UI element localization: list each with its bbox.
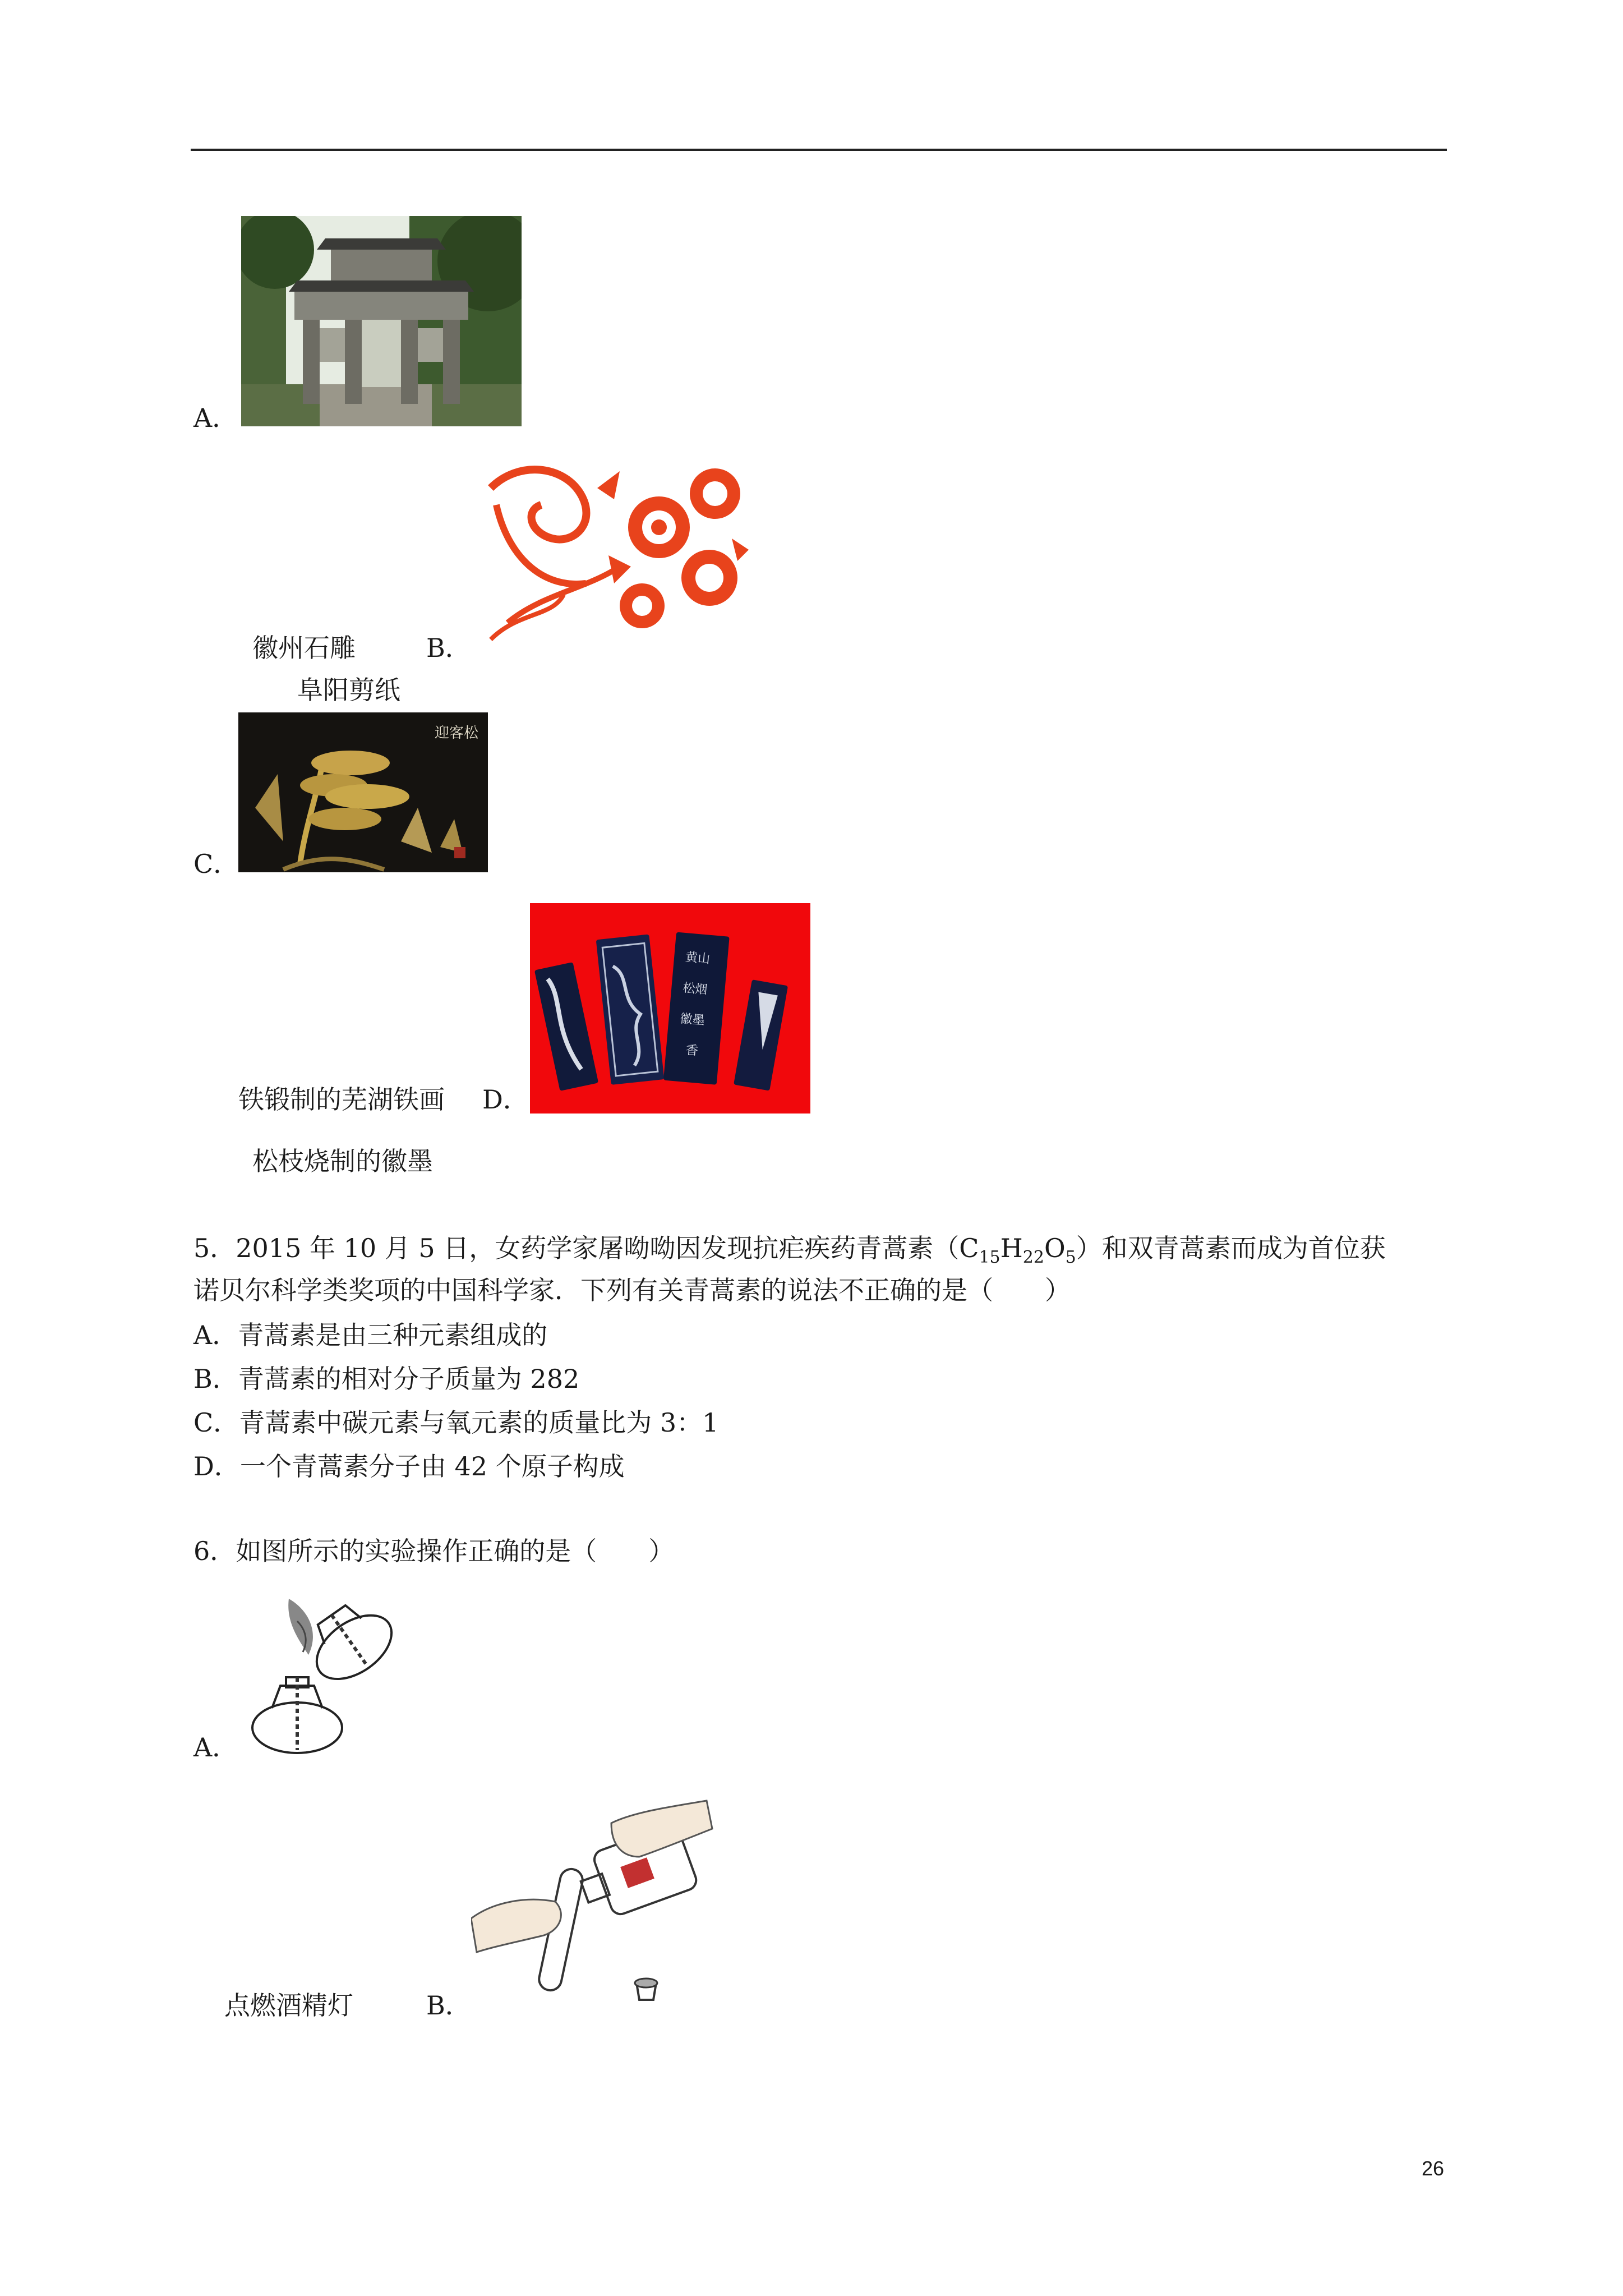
- wuhu-iron-painting-image: [238, 712, 488, 872]
- q5-stem-line1: 5．2015 年 10 月 5 日，女药学家屠呦呦因发现抗疟疾药青蒿素$(C_{15}H_{22}O_5)$和双青蒿素而成为首位获: [193, 1233, 1386, 1267]
- q6-option-b-letter: B．: [426, 1990, 471, 2021]
- light-alcohol-lamp-illustration: [241, 1588, 398, 1761]
- hui-ink-image: [530, 903, 810, 1114]
- q6-option-a-letter: A．: [193, 1732, 238, 1763]
- q6-stem: 6．如图所示的实验操作正确的是（ ）: [193, 1536, 675, 1566]
- q4-option-a-letter: A．: [193, 403, 238, 433]
- q4-option-b-caption: 阜阳剪纸: [297, 675, 400, 705]
- fuyang-paper-cut-image: [474, 454, 754, 648]
- svg-text:松烟: 松烟: [682, 981, 708, 997]
- q6-option-a-caption: 点燃酒精灯: [224, 1990, 353, 2021]
- iron-painting-title: 迎客松: [435, 725, 479, 742]
- pour-liquid-test-tube-illustration: [471, 1789, 718, 2014]
- q5-option-c: C．青蒿素中碳元素与氧元素的质量比为 3：1: [193, 1407, 719, 1438]
- q5-option-a: A．青蒿素是由三种元素组成的: [193, 1320, 548, 1350]
- svg-text:香: 香: [685, 1043, 699, 1059]
- svg-text:徽墨: 徽墨: [679, 1011, 706, 1028]
- q5-option-d: D．一个青蒿素分子由 42 个原子构成: [193, 1451, 625, 1481]
- q4-option-c-caption: 铁锻制的芜湖铁画: [238, 1084, 445, 1115]
- header-rule: [191, 149, 1447, 151]
- q4-option-d-caption: 松枝烧制的徽墨: [252, 1146, 433, 1176]
- q5-stem-line2: 诺贝尔科学类奖项的中国科学家．下列有关青蒿素的说法不正确的是（ ）: [193, 1275, 1071, 1305]
- q4-option-d-letter: D．: [482, 1084, 529, 1115]
- q4-option-c-letter: C．: [193, 849, 239, 879]
- page-number: 26: [1422, 2157, 1445, 2180]
- q4-option-b-letter: B．: [426, 633, 471, 663]
- huizhou-stone-carving-image: [241, 216, 522, 426]
- q5-option-b: B．青蒿素的相对分子质量为 282: [193, 1364, 580, 1394]
- svg-text:黄山: 黄山: [685, 950, 711, 967]
- q4-option-a-caption: 徽州石雕: [252, 633, 356, 663]
